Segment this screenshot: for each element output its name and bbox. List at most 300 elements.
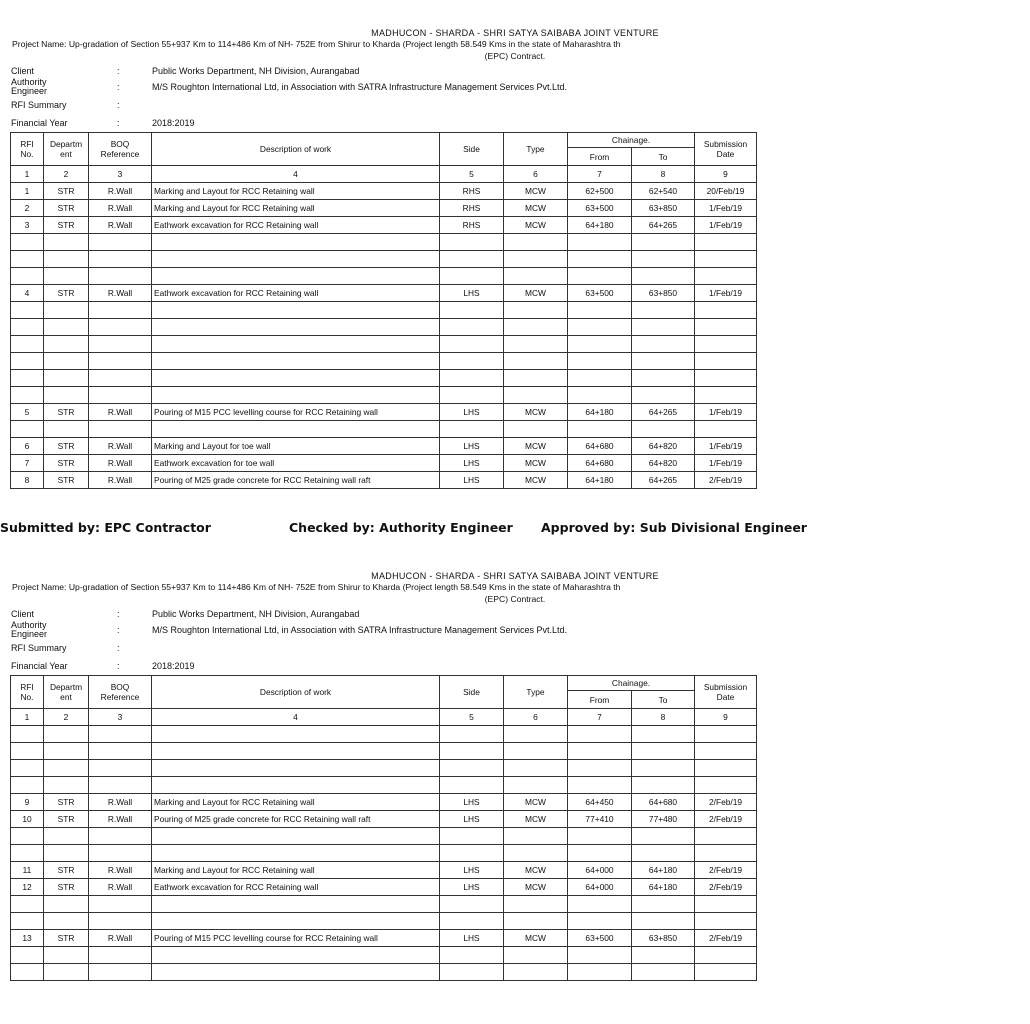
- cell-side: [440, 743, 504, 760]
- cell-desc: [152, 828, 440, 845]
- cell-to: [632, 421, 695, 438]
- column-number-row: [11, 709, 757, 726]
- project-line: Project Name: Up-gradation of Section 55+937 Km to 114+486 Km of NH- 752E from Shirur to Kharda (Project length 58.549 Kms in the state of Maharashtra th: [12, 582, 621, 592]
- table-row: [11, 268, 757, 285]
- authority-label-1: Authority: [11, 77, 47, 87]
- cell-dept: [44, 387, 89, 404]
- cell-desc: [152, 896, 440, 913]
- column-number-cell: 4: [152, 166, 440, 183]
- cell-no: 13: [11, 930, 44, 947]
- cell-date: [695, 947, 757, 964]
- cell-dept: STR: [44, 794, 89, 811]
- cell-date: [695, 896, 757, 913]
- cell-boq: [89, 947, 152, 964]
- cell-boq: R.Wall: [89, 930, 152, 947]
- col-side: Side: [440, 133, 504, 166]
- cell-date: [695, 760, 757, 777]
- cell-date: [695, 336, 757, 353]
- cell-side: RHS: [440, 183, 504, 200]
- authority-value: M/S Roughton International Ltd, in Association with SATRA Infrastructure Management Services Pvt.Ltd.: [152, 82, 568, 92]
- column-number-cell: 4: [152, 709, 440, 726]
- cell-dept: [44, 268, 89, 285]
- cell-dept: [44, 947, 89, 964]
- cell-type: [504, 913, 568, 930]
- rfi-summary-label: RFI Summary: [11, 100, 67, 110]
- cell-dept: [44, 828, 89, 845]
- cell-date: 1/Feb/19: [695, 200, 757, 217]
- cell-from: 63+500: [568, 285, 632, 302]
- cell-to: [632, 964, 695, 981]
- cell-side: [440, 828, 504, 845]
- table-row: [11, 370, 757, 387]
- cell-dept: [44, 964, 89, 981]
- cell-from: [568, 319, 632, 336]
- cell-date: 1/Feb/19: [695, 404, 757, 421]
- cell-from: [568, 251, 632, 268]
- cell-no: 5: [11, 404, 44, 421]
- colon: :: [117, 82, 120, 92]
- cell-from: 64+180: [568, 217, 632, 234]
- cell-boq: [89, 964, 152, 981]
- table-row: [11, 455, 757, 472]
- cell-side: RHS: [440, 217, 504, 234]
- cell-type: [504, 302, 568, 319]
- cell-to: [632, 845, 695, 862]
- cell-boq: R.Wall: [89, 879, 152, 896]
- cell-side: [440, 370, 504, 387]
- cell-date: [695, 777, 757, 794]
- cell-from: 64+180: [568, 404, 632, 421]
- cell-dept: [44, 896, 89, 913]
- rfi-rows: [11, 726, 757, 981]
- cell-desc: [152, 845, 440, 862]
- authority-label-2: Engineer: [11, 629, 48, 639]
- col-chainage-to: To: [632, 691, 695, 709]
- cell-to: [632, 234, 695, 251]
- cell-no: [11, 947, 44, 964]
- cell-from: 64+180: [568, 472, 632, 489]
- cell-from: [568, 760, 632, 777]
- cell-no: [11, 251, 44, 268]
- cell-dept: STR: [44, 455, 89, 472]
- colon: :: [117, 66, 120, 76]
- cell-from: [568, 896, 632, 913]
- cell-side: LHS: [440, 285, 504, 302]
- col-type: Type: [504, 133, 568, 166]
- cell-date: [695, 421, 757, 438]
- cell-from: [568, 777, 632, 794]
- cell-desc: [152, 777, 440, 794]
- rfi-rows: [11, 183, 757, 489]
- cell-boq: [89, 726, 152, 743]
- cell-desc: Eathwork excavation for RCC Retaining wall: [152, 285, 440, 302]
- cell-boq: R.Wall: [89, 285, 152, 302]
- cell-date: [695, 913, 757, 930]
- cell-desc: [152, 760, 440, 777]
- table-row: [11, 200, 757, 217]
- cell-to: [632, 896, 695, 913]
- cell-to: 64+180: [632, 862, 695, 879]
- cell-no: [11, 234, 44, 251]
- cell-dept: STR: [44, 200, 89, 217]
- cell-boq: [89, 251, 152, 268]
- table-row: [11, 726, 757, 743]
- col-submission-date: Submission Date: [695, 133, 757, 166]
- cell-boq: R.Wall: [89, 438, 152, 455]
- cell-type: MCW: [504, 200, 568, 217]
- cell-type: MCW: [504, 438, 568, 455]
- table-row: [11, 879, 757, 896]
- cell-side: [440, 268, 504, 285]
- table-row: [11, 845, 757, 862]
- cell-dept: [44, 760, 89, 777]
- cell-type: [504, 387, 568, 404]
- cell-date: 1/Feb/19: [695, 217, 757, 234]
- cell-boq: [89, 336, 152, 353]
- cell-desc: [152, 947, 440, 964]
- cell-boq: [89, 353, 152, 370]
- cell-to: 64+265: [632, 404, 695, 421]
- cell-dept: [44, 336, 89, 353]
- cell-side: LHS: [440, 404, 504, 421]
- client-value: Public Works Department, NH Division, Aurangabad: [152, 66, 360, 76]
- cell-type: [504, 743, 568, 760]
- cell-boq: R.Wall: [89, 183, 152, 200]
- cell-dept: STR: [44, 183, 89, 200]
- cell-date: [695, 353, 757, 370]
- col-type: Type: [504, 676, 568, 709]
- col-description: Description of work: [152, 676, 440, 709]
- column-number-cell: 8: [632, 166, 695, 183]
- column-number-row: [11, 166, 757, 183]
- column-number-cell: 6: [504, 166, 568, 183]
- column-number-cell: 7: [568, 709, 632, 726]
- cell-no: [11, 964, 44, 981]
- table-row: [11, 777, 757, 794]
- colon: :: [117, 643, 120, 653]
- cell-from: [568, 370, 632, 387]
- cell-desc: Marking and Layout for RCC Retaining wall: [152, 183, 440, 200]
- fy-label: Financial Year: [11, 661, 68, 671]
- authority-label-2: Engineer: [11, 86, 48, 96]
- cell-boq: [89, 302, 152, 319]
- table-row: [11, 930, 757, 947]
- cell-dept: [44, 743, 89, 760]
- submitted-by: Submitted by: EPC Contractor: [0, 520, 211, 535]
- cell-type: [504, 896, 568, 913]
- cell-desc: Pouring of M15 PCC levelling course for RCC Retaining wall: [152, 404, 440, 421]
- cell-side: [440, 421, 504, 438]
- cell-from: 64+680: [568, 438, 632, 455]
- cell-date: [695, 370, 757, 387]
- cell-from: 77+410: [568, 811, 632, 828]
- cell-type: MCW: [504, 183, 568, 200]
- col-chainage: Chainage.: [568, 133, 695, 148]
- cell-dept: [44, 777, 89, 794]
- cell-no: [11, 743, 44, 760]
- cell-desc: Marking and Layout for RCC Retaining wall: [152, 794, 440, 811]
- cell-no: 4: [11, 285, 44, 302]
- col-rfi-no: RFI No.: [11, 676, 44, 709]
- cell-to: 64+180: [632, 879, 695, 896]
- cell-no: [11, 777, 44, 794]
- cell-no: [11, 828, 44, 845]
- cell-dept: [44, 421, 89, 438]
- cell-to: [632, 828, 695, 845]
- cell-type: [504, 268, 568, 285]
- cell-boq: R.Wall: [89, 404, 152, 421]
- cell-type: MCW: [504, 217, 568, 234]
- cell-desc: [152, 743, 440, 760]
- cell-date: 2/Feb/19: [695, 811, 757, 828]
- col-rfi-no: RFI No.: [11, 133, 44, 166]
- cell-side: [440, 319, 504, 336]
- cell-from: 63+500: [568, 200, 632, 217]
- column-number-cell: 7: [568, 166, 632, 183]
- col-side: Side: [440, 676, 504, 709]
- rfi-table: [10, 675, 757, 981]
- cell-no: [11, 760, 44, 777]
- cell-side: [440, 387, 504, 404]
- cell-no: 8: [11, 472, 44, 489]
- fy-label: Financial Year: [11, 118, 68, 128]
- cell-type: [504, 353, 568, 370]
- table-row: [11, 862, 757, 879]
- cell-date: 20/Feb/19: [695, 183, 757, 200]
- cell-boq: [89, 760, 152, 777]
- cell-dept: [44, 726, 89, 743]
- cell-no: [11, 319, 44, 336]
- cell-type: MCW: [504, 794, 568, 811]
- cell-no: [11, 370, 44, 387]
- cell-desc: Eathwork excavation for RCC Retaining wall: [152, 217, 440, 234]
- cell-side: [440, 234, 504, 251]
- table-row: [11, 353, 757, 370]
- cell-dept: STR: [44, 930, 89, 947]
- cell-to: 64+820: [632, 438, 695, 455]
- cell-side: LHS: [440, 794, 504, 811]
- col-chainage: Chainage.: [568, 676, 695, 691]
- cell-to: [632, 947, 695, 964]
- epc-line: (EPC) Contract.: [484, 594, 546, 604]
- table-row: [11, 421, 757, 438]
- cell-date: [695, 845, 757, 862]
- cell-side: [440, 845, 504, 862]
- cell-boq: [89, 777, 152, 794]
- cell-dept: STR: [44, 472, 89, 489]
- cell-dept: STR: [44, 438, 89, 455]
- table-row: [11, 794, 757, 811]
- cell-no: 2: [11, 200, 44, 217]
- cell-to: 63+850: [632, 930, 695, 947]
- cell-dept: [44, 251, 89, 268]
- cell-boq: [89, 319, 152, 336]
- cell-dept: STR: [44, 879, 89, 896]
- column-number-row: [11, 709, 757, 726]
- cell-side: [440, 726, 504, 743]
- table-row: [11, 251, 757, 268]
- table-row: [11, 472, 757, 489]
- cell-no: [11, 726, 44, 743]
- col-boq-reference: BOQ Reference: [89, 133, 152, 166]
- cell-type: MCW: [504, 455, 568, 472]
- table-row: [11, 964, 757, 981]
- colon: :: [117, 661, 120, 671]
- cell-side: LHS: [440, 455, 504, 472]
- cell-date: [695, 964, 757, 981]
- cell-desc: [152, 370, 440, 387]
- cell-from: [568, 387, 632, 404]
- cell-side: [440, 777, 504, 794]
- column-number-row: [11, 166, 757, 183]
- cell-from: 64+000: [568, 862, 632, 879]
- table-row: [11, 438, 757, 455]
- colon: :: [117, 100, 120, 110]
- table-row: [11, 319, 757, 336]
- cell-type: [504, 760, 568, 777]
- cell-desc: Marking and Layout for toe wall: [152, 438, 440, 455]
- cell-to: 63+850: [632, 200, 695, 217]
- cell-boq: R.Wall: [89, 217, 152, 234]
- col-chainage-from: From: [568, 691, 632, 709]
- table-row: [11, 234, 757, 251]
- cell-to: [632, 743, 695, 760]
- cell-no: 7: [11, 455, 44, 472]
- cell-date: [695, 234, 757, 251]
- cell-to: 64+265: [632, 472, 695, 489]
- cell-boq: [89, 421, 152, 438]
- cell-boq: [89, 743, 152, 760]
- cell-boq: [89, 896, 152, 913]
- cell-boq: R.Wall: [89, 862, 152, 879]
- cell-date: [695, 251, 757, 268]
- cell-no: 3: [11, 217, 44, 234]
- cell-side: [440, 353, 504, 370]
- cell-from: [568, 421, 632, 438]
- cell-to: [632, 353, 695, 370]
- cell-type: [504, 336, 568, 353]
- cell-no: [11, 336, 44, 353]
- table-row: [11, 828, 757, 845]
- cell-desc: [152, 421, 440, 438]
- cell-desc: Pouring of M25 grade concrete for RCC Retaining wall raft: [152, 472, 440, 489]
- cell-dept: [44, 913, 89, 930]
- cell-to: [632, 913, 695, 930]
- cell-no: [11, 353, 44, 370]
- cell-side: [440, 336, 504, 353]
- cell-side: LHS: [440, 438, 504, 455]
- cell-to: [632, 387, 695, 404]
- cell-no: [11, 845, 44, 862]
- cell-desc: [152, 336, 440, 353]
- cell-from: [568, 964, 632, 981]
- cell-from: [568, 845, 632, 862]
- cell-type: MCW: [504, 811, 568, 828]
- cell-to: 64+680: [632, 794, 695, 811]
- cell-side: [440, 896, 504, 913]
- cell-type: [504, 845, 568, 862]
- cell-type: MCW: [504, 879, 568, 896]
- cell-from: 64+450: [568, 794, 632, 811]
- table-row: [11, 183, 757, 200]
- authority-label-1: Authority: [11, 620, 47, 630]
- cell-from: [568, 726, 632, 743]
- cell-from: [568, 336, 632, 353]
- cell-from: 64+680: [568, 455, 632, 472]
- cell-desc: Marking and Layout for RCC Retaining wall: [152, 200, 440, 217]
- cell-from: [568, 302, 632, 319]
- cell-side: LHS: [440, 930, 504, 947]
- cell-date: 1/Feb/19: [695, 285, 757, 302]
- cell-side: LHS: [440, 862, 504, 879]
- cell-dept: [44, 234, 89, 251]
- column-number-cell: 3: [89, 709, 152, 726]
- jv-name: MADHUCON - SHARDA - SHRI SATYA SAIBABA JOINT VENTURE: [371, 571, 659, 581]
- cell-date: 2/Feb/19: [695, 879, 757, 896]
- cell-type: [504, 947, 568, 964]
- col-department: Departm ent: [44, 133, 89, 166]
- cell-dept: STR: [44, 217, 89, 234]
- cell-side: LHS: [440, 811, 504, 828]
- table-row: [11, 811, 757, 828]
- colon: :: [117, 625, 120, 635]
- rfi-summary-label: RFI Summary: [11, 643, 67, 653]
- cell-to: [632, 251, 695, 268]
- cell-type: [504, 828, 568, 845]
- cell-side: LHS: [440, 879, 504, 896]
- column-number-cell: 2: [44, 166, 89, 183]
- cell-date: [695, 319, 757, 336]
- cell-from: [568, 234, 632, 251]
- cell-from: [568, 743, 632, 760]
- fy-value: 2018:2019: [152, 661, 195, 671]
- cell-to: 77+480: [632, 811, 695, 828]
- cell-no: 1: [11, 183, 44, 200]
- table-row: [11, 336, 757, 353]
- column-number-cell: 1: [11, 166, 44, 183]
- cell-desc: [152, 319, 440, 336]
- cell-type: [504, 251, 568, 268]
- cell-desc: [152, 353, 440, 370]
- cell-boq: R.Wall: [89, 200, 152, 217]
- cell-boq: [89, 370, 152, 387]
- col-submission-date: Submission Date: [695, 676, 757, 709]
- cell-type: MCW: [504, 862, 568, 879]
- cell-no: 9: [11, 794, 44, 811]
- epc-line: (EPC) Contract.: [484, 51, 546, 61]
- cell-desc: Pouring of M15 PCC levelling course for RCC Retaining wall: [152, 930, 440, 947]
- cell-type: [504, 964, 568, 981]
- column-number-cell: 5: [440, 166, 504, 183]
- cell-side: [440, 760, 504, 777]
- cell-no: [11, 421, 44, 438]
- cell-from: [568, 913, 632, 930]
- cell-boq: [89, 387, 152, 404]
- cell-no: [11, 913, 44, 930]
- cell-boq: [89, 234, 152, 251]
- cell-side: [440, 302, 504, 319]
- column-number-cell: 5: [440, 709, 504, 726]
- cell-type: MCW: [504, 404, 568, 421]
- cell-date: [695, 387, 757, 404]
- cell-boq: [89, 913, 152, 930]
- cell-type: [504, 421, 568, 438]
- table-row: [11, 760, 757, 777]
- cell-desc: [152, 234, 440, 251]
- cell-to: [632, 319, 695, 336]
- table-row: [11, 913, 757, 930]
- cell-to: 64+820: [632, 455, 695, 472]
